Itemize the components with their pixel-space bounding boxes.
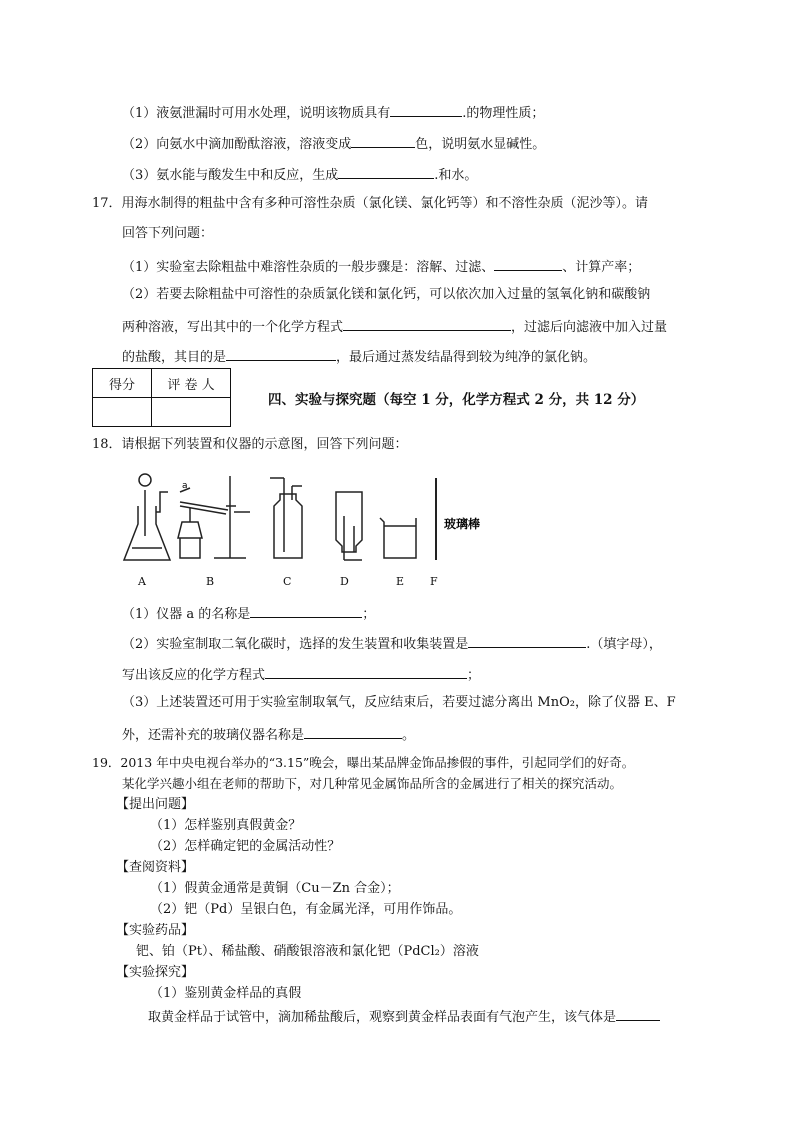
- q17-line-5: [122, 316, 667, 337]
- q18-item-2: [122, 633, 662, 654]
- q17-line-6-b: ，最后通过蒸发结晶得到较为纯净的氯化钠。: [336, 350, 597, 365]
- q18-intro: 18．请根据下列装置和仪器的示意图，回答下列问题：: [92, 437, 408, 452]
- q18-item-2-b: .（填字母），: [586, 637, 662, 652]
- q18-item-3-c: 。: [402, 728, 416, 743]
- answer-blank[interactable]: [304, 724, 402, 739]
- q16-item-2-text-a: （2）向氨水中滴加酚酞溶液，溶液变成: [122, 137, 352, 152]
- q19-heading-experiment: 【实验探究】: [116, 965, 195, 980]
- label-F: F: [430, 575, 438, 588]
- answer-blank[interactable]: [616, 1006, 660, 1021]
- q18-item-2-d: ；: [467, 668, 481, 683]
- q16-item-1-text-b: .的物理性质；: [462, 106, 545, 121]
- answer-blank[interactable]: [390, 102, 462, 117]
- score-cell[interactable]: [93, 398, 152, 427]
- score-header: 得分: [93, 369, 152, 398]
- label-B: B: [206, 575, 215, 588]
- q18-item-3-cont: [122, 724, 415, 745]
- label-D: D: [340, 575, 349, 588]
- q16-item-2-text-b: 色，说明氨水显碱性。: [415, 137, 546, 152]
- apparatus-b-heating: [178, 476, 250, 558]
- q19-question-1: （1）怎样鉴别真假黄金？: [150, 818, 302, 833]
- q17-line-2: 回答下列问题：: [122, 226, 214, 241]
- q16-item-1-text-a: （1）液氨泄漏时可用水处理，说明该物质具有: [122, 106, 391, 121]
- score-table: [92, 368, 231, 427]
- q18-item-1-a: （1）仪器 a 的名称是: [122, 607, 251, 622]
- apparatus-c-bottle: [270, 478, 302, 558]
- q19-line-2: 某化学兴趣小组在老师的帮助下，对几种常见金属饰品所含的金属进行了相关的探究活动。: [122, 776, 623, 791]
- q16-item-3-text-a: （3）氨水能与酸发生中和反应，生成: [122, 168, 339, 183]
- q19-reference-2: （2）钯（Pd）呈银白色，有金属光泽，可用作饰品。: [150, 902, 462, 917]
- q18-item-1-b: ；: [362, 607, 376, 622]
- answer-blank[interactable]: [226, 346, 336, 361]
- q18-item-2-a: （2）实验室制取二氧化碳时，选择的发生装置和收集装置是: [122, 637, 469, 652]
- q17-line-6: [122, 346, 596, 367]
- q18-item-3: （3）上述装置还可用于实验室制取氧气，反应结束后，若要过滤分离出 MnO₂，除了仪器 E、F: [122, 695, 676, 710]
- apparatus-e-beaker: [380, 518, 416, 558]
- q17-line-4: （2）若要去除粗盐中可溶性的杂质氯化镁和氯化钙，可以依次加入过量的氢氧化钠和碳酸钠: [122, 287, 651, 302]
- apparatus-d-inverted-bottle: [336, 492, 362, 560]
- q16-item-2: [122, 133, 545, 154]
- q17-line-5-a: 两种溶液，写出其中的一个化学方程式: [122, 320, 344, 335]
- label-C: C: [283, 575, 292, 588]
- q18-item-2-cont: [122, 664, 480, 685]
- q17-line-3: [122, 256, 640, 277]
- q19-reference-1: （1）假黄金通常是黄铜（Cu－Zn 合金）；: [150, 881, 400, 896]
- q19-question-2: （2）怎样确定钯的金属活动性？: [150, 839, 341, 854]
- answer-blank[interactable]: [494, 256, 562, 271]
- q17-line-3-a: （1）实验室去除粗盐中难溶性杂质的一般步骤是：溶解、过滤、: [122, 260, 495, 275]
- answer-blank[interactable]: [351, 133, 415, 148]
- glass-rod-label: 玻璃棒: [444, 517, 481, 531]
- answer-blank[interactable]: [265, 664, 467, 679]
- q18-item-2-c: 写出该反应的化学方程式: [122, 668, 266, 683]
- label-A: A: [138, 575, 146, 588]
- q16-item-1: [122, 102, 544, 123]
- q16-item-3: [122, 164, 477, 185]
- q19-reagents: 钯、铂（Pt）、稀盐酸、硝酸银溶液和氯化钯（PdCl₂）溶液: [136, 944, 479, 959]
- q18-item-3-b: 外，还需补充的玻璃仪器名称是: [122, 728, 305, 743]
- q17-line-1: 17．用海水制得的粗盐中含有多种可溶性杂质（氯化镁、氯化钙等）和不溶性杂质（泥沙等）。请: [92, 196, 649, 211]
- q17-line-6-a: 的盐酸，其目的是: [122, 350, 227, 365]
- q16-item-3-text-b: .和水。: [434, 168, 478, 183]
- grader-header: 评 卷 人: [152, 369, 231, 398]
- label-E: E: [396, 575, 405, 588]
- grader-cell[interactable]: [152, 398, 231, 427]
- apparatus-diagram: [118, 466, 498, 566]
- q19-experiment-1: （1）鉴别黄金样品的真假: [150, 986, 302, 1001]
- q19-experiment-text-a: 取黄金样品于试管中，滴加稀盐酸后，观察到黄金样品表面有气泡产生，该气体是: [148, 1010, 617, 1025]
- q17-line-5-b: ，过滤后向滤液中加入过量: [511, 320, 668, 335]
- answer-blank[interactable]: [338, 164, 434, 179]
- answer-blank[interactable]: [343, 316, 511, 331]
- label-a-marker: a: [182, 481, 188, 491]
- q19-heading-question: 【提出问题】: [116, 797, 195, 812]
- answer-blank[interactable]: [250, 603, 362, 618]
- answer-blank[interactable]: [468, 633, 586, 648]
- q19-heading-reference: 【查阅资料】: [116, 860, 195, 875]
- q19-experiment-text: [148, 1006, 660, 1027]
- q19-line-1: 19．2013 年中央电视台举办的“3.15”晚会，曝出某品牌金饰品掺假的事件，引起同学们的好奇。: [92, 755, 635, 770]
- q17-line-3-b: 、计算产率；: [562, 260, 641, 275]
- section-4-title: 四、实验与探究题（每空 1 分，化学方程式 2 分，共 12 分）: [268, 392, 645, 408]
- apparatus-a-flask: [124, 474, 170, 560]
- q18-item-1: [122, 603, 375, 624]
- q19-heading-reagents: 【实验药品】: [116, 923, 195, 938]
